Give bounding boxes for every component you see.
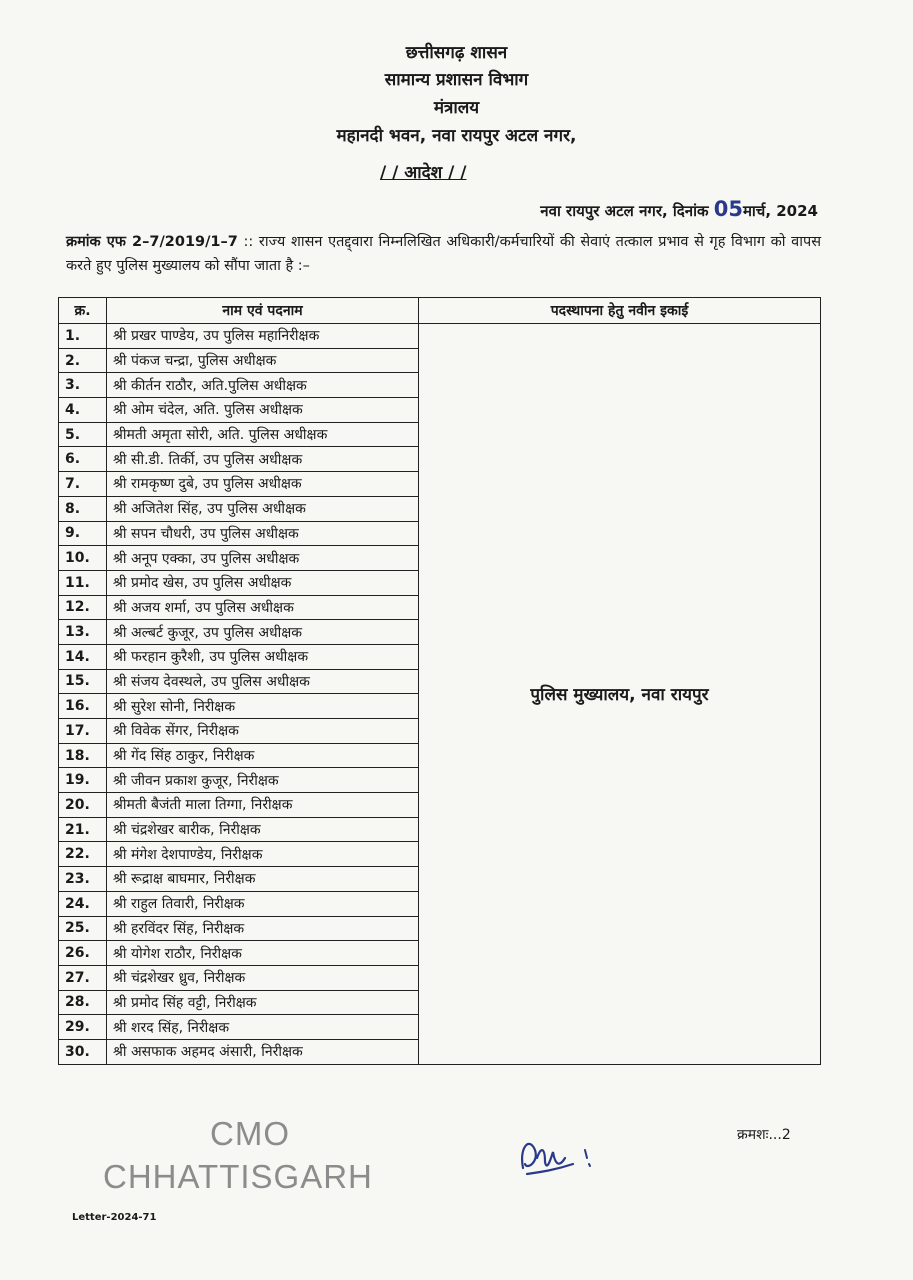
- watermark-line2: CHHATTISGARH: [103, 1158, 373, 1195]
- row-name-designation: श्री गेंद सिंह ठाकुर, निरीक्षक: [107, 743, 419, 768]
- row-serial: 27.: [59, 965, 107, 990]
- row-serial: 28.: [59, 990, 107, 1015]
- date-prefix: नवा रायपुर अटल नगर, दिनांक: [540, 202, 714, 220]
- row-serial: 21.: [59, 817, 107, 842]
- row-serial: 6.: [59, 447, 107, 472]
- new-unit-cell: पुलिस मुख्यालय, नवा रायपुर: [419, 324, 821, 1065]
- posting-table: [58, 297, 821, 1065]
- order-heading: / / आदेश / /: [380, 163, 467, 183]
- row-name-designation: श्रीमती बैजंती माला तिग्गा, निरीक्षक: [107, 793, 419, 818]
- row-serial: 17.: [59, 719, 107, 744]
- date-suffix: मार्च, 2024: [742, 202, 818, 220]
- row-serial: 13.: [59, 620, 107, 645]
- row-name-designation: श्री प्रखर पाण्डेय, उप पुलिस महानिरीक्षक: [107, 324, 419, 349]
- row-serial: 30.: [59, 1039, 107, 1064]
- row-serial: 1.: [59, 324, 107, 349]
- row-serial: 9.: [59, 521, 107, 546]
- row-serial: 25.: [59, 916, 107, 941]
- row-serial: 15.: [59, 669, 107, 694]
- row-name-designation: श्री अजितेश सिंह, उप पुलिस अधीक्षक: [107, 496, 419, 521]
- date-line: [540, 197, 818, 221]
- row-name-designation: श्री पंकज चन्द्रा, पुलिस अधीक्षक: [107, 348, 419, 373]
- row-name-designation: श्री हरविंदर सिंह, निरीक्षक: [107, 916, 419, 941]
- row-name-designation: श्री मंगेश देशपाण्डेय, निरीक्षक: [107, 842, 419, 867]
- row-name-designation: श्री जीवन प्रकाश कुजूर, निरीक्षक: [107, 768, 419, 793]
- signature-mark: [515, 1128, 605, 1188]
- row-name-designation: श्री रामकृष्ण दुबे, उप पुलिस अधीक्षक: [107, 472, 419, 497]
- header-ministry: मंत्रालय: [433, 98, 480, 118]
- row-serial: 10.: [59, 546, 107, 571]
- row-serial: 3.: [59, 373, 107, 398]
- header-serial: क्र.: [59, 298, 107, 324]
- table-header-row: [59, 298, 821, 324]
- row-serial: 8.: [59, 496, 107, 521]
- row-name-designation: श्री अनूप एक्का, उप पुलिस अधीक्षक: [107, 546, 419, 571]
- row-name-designation: श्री अजय शर्मा, उप पुलिस अधीक्षक: [107, 595, 419, 620]
- row-name-designation: श्री राहुल तिवारी, निरीक्षक: [107, 891, 419, 916]
- row-name-designation: श्री शरद सिंह, निरीक्षक: [107, 1015, 419, 1040]
- row-name-designation: श्री विवेक सेंगर, निरीक्षक: [107, 719, 419, 744]
- row-name-designation: श्री सी.डी. तिर्की, उप पुलिस अधीक्षक: [107, 447, 419, 472]
- row-serial: 19.: [59, 768, 107, 793]
- continued-marker: क्रमशः...2: [737, 1127, 791, 1143]
- table-row: [59, 324, 821, 349]
- row-serial: 23.: [59, 867, 107, 892]
- row-serial: 29.: [59, 1015, 107, 1040]
- row-name-designation: श्रीमती अमृता सोरी, अति. पुलिस अधीक्षक: [107, 422, 419, 447]
- row-name-designation: श्री सपन चौधरी, उप पुलिस अधीक्षक: [107, 521, 419, 546]
- letter-number: Letter-2024-71: [72, 1212, 157, 1223]
- row-name-designation: श्री फरहान कुरैशी, उप पुलिस अधीक्षक: [107, 644, 419, 669]
- row-name-designation: श्री प्रमोद सिंह वट्टी, निरीक्षक: [107, 990, 419, 1015]
- row-name-designation: श्री चंद्रशेखर ध्रुव, निरीक्षक: [107, 965, 419, 990]
- row-serial: 24.: [59, 891, 107, 916]
- row-serial: 12.: [59, 595, 107, 620]
- order-text: :: राज्य शासन एतद्द्वारा निम्नलिखित अधिकारी/कर्मचारियों की सेवाएं तत्काल प्रभाव से गृह विभाग को वापस करते हुए पुलिस मुख्यालय को सौंपा जाता है :–: [66, 234, 821, 274]
- row-name-designation: श्री प्रमोद खेस, उप पुलिस अधीक्षक: [107, 570, 419, 595]
- row-name-designation: श्री अल्बर्ट कुजूर, उप पुलिस अधीक्षक: [107, 620, 419, 645]
- row-serial: 22.: [59, 842, 107, 867]
- row-serial: 5.: [59, 422, 107, 447]
- row-name-designation: श्री ओम चंदेल, अति. पुलिस अधीक्षक: [107, 398, 419, 423]
- watermark-line1: CMO: [210, 1115, 290, 1152]
- row-serial: 11.: [59, 570, 107, 595]
- header-new-unit: पदस्थापना हेतु नवीन इकाई: [419, 298, 821, 324]
- order-reference: क्रमांक एफ 2–7/2019/1–7: [66, 234, 238, 250]
- row-serial: 16.: [59, 694, 107, 719]
- row-serial: 4.: [59, 398, 107, 423]
- row-serial: 7.: [59, 472, 107, 497]
- row-name-designation: श्री चंद्रशेखर बारीक, निरीक्षक: [107, 817, 419, 842]
- row-name-designation: श्री संजय देवस्थले, उप पुलिस अधीक्षक: [107, 669, 419, 694]
- row-name-designation: श्री सुरेश सोनी, निरीक्षक: [107, 694, 419, 719]
- row-serial: 14.: [59, 644, 107, 669]
- row-serial: 18.: [59, 743, 107, 768]
- header-state-govt: छत्तीसगढ़ शासन: [405, 43, 508, 63]
- header-department: सामान्य प्रशासन विभाग: [384, 70, 529, 90]
- date-day: 05: [713, 197, 743, 221]
- row-name-designation: श्री योगेश राठौर, निरीक्षक: [107, 941, 419, 966]
- row-name-designation: श्री असफाक अहमद अंसारी, निरीक्षक: [107, 1039, 419, 1064]
- row-serial: 20.: [59, 793, 107, 818]
- row-name-designation: श्री रूद्राक्ष बाघमार, निरीक्षक: [107, 867, 419, 892]
- header-address: महानदी भवन, नवा रायपुर अटल नगर,: [336, 126, 577, 146]
- order-paragraph: [66, 230, 821, 278]
- row-serial: 2.: [59, 348, 107, 373]
- row-serial: 26.: [59, 941, 107, 966]
- row-name-designation: श्री कीर्तन राठौर, अति.पुलिस अधीक्षक: [107, 373, 419, 398]
- header-name-designation: नाम एवं पदनाम: [107, 298, 419, 324]
